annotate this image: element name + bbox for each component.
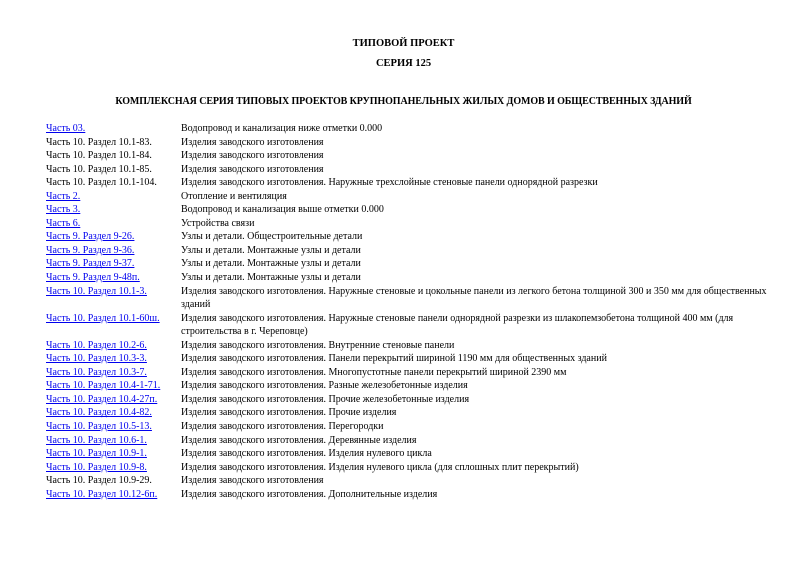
part-description: Изделия заводского изготовления. Деревянные изделия	[181, 434, 417, 446]
list-item	[46, 352, 776, 366]
list-item	[46, 149, 776, 163]
part-description: Изделия заводского изготовления. Изделия нулевого цикла (для сплошных плит перекрытий)	[181, 461, 579, 473]
list-item	[46, 420, 776, 434]
list-item	[46, 434, 776, 448]
list-item	[46, 474, 776, 488]
part-description: Изделия заводского изготовления	[181, 150, 324, 162]
part-link[interactable]: Часть 10. Раздел 10.5-13.	[46, 421, 152, 433]
part-link[interactable]: Часть 10. Раздел 10.12-6п.	[46, 488, 158, 500]
part-link[interactable]: Часть 03.	[46, 123, 86, 134]
list-item	[46, 379, 776, 393]
part-description: Изделия заводского изготовления. Внутренние стеновые панели	[181, 339, 455, 351]
parts-list	[46, 122, 776, 501]
part-description: Изделия заводского изготовления	[181, 475, 324, 487]
part-link[interactable]: Часть 10. Раздел 10.1-60ш.	[46, 312, 160, 324]
part-link[interactable]: Часть 6.	[46, 217, 81, 229]
part-description: Изделия заводского изготовления. Дополнительные изделия	[181, 488, 438, 500]
part-description: Изделия заводского изготовления. Наружные стеновые и цокольные панели из легкого бетона толщиной 300 и 350 мм для общественных зданий	[181, 285, 767, 311]
part-link[interactable]: Часть 10. Раздел 10.4-1-71.	[46, 380, 161, 392]
part-description: Изделия заводского изготовления	[181, 136, 324, 148]
part-description: Узлы и детали. Монтажные узлы и детали	[181, 258, 361, 270]
list-item	[46, 203, 776, 217]
part-description: Изделия заводского изготовления. Панели перекрытий шириной 1190 мм для общественных зданий	[181, 353, 607, 365]
part-link[interactable]: Часть 3.	[46, 204, 81, 216]
list-item	[46, 230, 776, 244]
list-item	[46, 447, 776, 461]
list-item	[46, 312, 776, 339]
part-link[interactable]: Часть 10. Раздел 10.6-1.	[46, 434, 147, 446]
part-description: Изделия заводского изготовления. Изделия нулевого цикла	[181, 448, 432, 460]
list-item	[46, 257, 776, 271]
part-code: Часть 10. Раздел 10.1-83.	[46, 136, 152, 148]
part-description: Узлы и детали. Монтажные узлы и детали	[181, 244, 361, 256]
part-link[interactable]: Часть 10. Раздел 10.9-8.	[46, 461, 147, 473]
list-item	[46, 271, 776, 285]
part-description: Устройства связи	[181, 217, 255, 229]
part-description: Отопление и вентиляция	[181, 190, 287, 202]
part-link[interactable]: Часть 10. Раздел 10.4-27п.	[46, 393, 158, 405]
part-link[interactable]: Часть 9. Раздел 9-48п.	[46, 272, 140, 284]
part-code: Часть 10. Раздел 10.1-85.	[46, 163, 152, 175]
document-heading-type: ТИПОВОЙ ПРОЕКТ	[352, 38, 455, 49]
list-item	[46, 244, 776, 258]
list-item	[46, 366, 776, 380]
part-code: Часть 10. Раздел 10.1-104.	[46, 177, 157, 189]
list-item	[46, 406, 776, 420]
list-item	[46, 461, 776, 475]
part-description: Водопровод и канализация ниже отметки 0.000	[181, 123, 383, 134]
part-code: Часть 10. Раздел 10.1-84.	[46, 150, 152, 162]
part-description: Изделия заводского изготовления. Многопустотные панели перекрытий шириной 2390 мм	[181, 366, 567, 378]
list-item	[46, 163, 776, 177]
part-description: Узлы и детали. Монтажные узлы и детали	[181, 272, 361, 284]
list-item	[46, 339, 776, 353]
part-link[interactable]: Часть 10. Раздел 10.1-3.	[46, 285, 147, 297]
part-description: Узлы и детали. Общестроительные детали	[181, 231, 363, 243]
document-heading-title: КОМПЛЕКСНАЯ СЕРИЯ ТИПОВЫХ ПРОЕКТОВ КРУПНОПАНЕЛЬНЫХ ЖИЛЫХ ДОМОВ И ОБЩЕСТВЕННЫХ ЗДАНИЙ	[115, 96, 692, 107]
part-description: Изделия заводского изготовления	[181, 163, 324, 175]
part-link[interactable]: Часть 10. Раздел 10.4-82.	[46, 407, 152, 419]
list-item	[46, 393, 776, 407]
part-link[interactable]: Часть 9. Раздел 9-26.	[46, 231, 135, 243]
part-description: Изделия заводского изготовления. Разные железобетонные изделия	[181, 380, 468, 392]
list-item	[46, 217, 776, 231]
list-item	[46, 176, 776, 190]
part-description: Изделия заводского изготовления. Прочие изделия	[181, 407, 397, 419]
list-item	[46, 285, 776, 312]
part-description: Изделия заводского изготовления. Наружные стеновые панели однорядной разрезки из шлакопемзобетона толщиной 400 мм (для строительства в г. Череповце)	[181, 312, 734, 338]
part-link[interactable]: Часть 10. Раздел 10.3-7.	[46, 366, 147, 378]
part-link[interactable]: Часть 9. Раздел 9-36.	[46, 244, 135, 256]
part-description: Изделия заводского изготовления. Прочие железобетонные изделия	[181, 393, 470, 405]
document-heading-series: СЕРИЯ 125	[375, 58, 432, 69]
part-code: Часть 10. Раздел 10.9-29.	[46, 475, 152, 487]
part-link[interactable]: Часть 10. Раздел 10.3-3.	[46, 353, 147, 365]
part-description: Изделия заводского изготовления. Наружные трехслойные стеновые панели однорядной разрезки	[181, 177, 598, 189]
part-link[interactable]: Часть 2.	[46, 190, 81, 202]
list-item	[46, 122, 776, 136]
part-description: Изделия заводского изготовления. Перегородки	[181, 421, 384, 433]
part-link[interactable]: Часть 10. Раздел 10.2-6.	[46, 339, 147, 351]
part-link[interactable]: Часть 9. Раздел 9-37.	[46, 258, 135, 270]
part-description: Водопровод и канализация выше отметки 0.000	[181, 204, 384, 216]
list-item	[46, 136, 776, 150]
part-link[interactable]: Часть 10. Раздел 10.9-1.	[46, 448, 147, 460]
list-item	[46, 190, 776, 204]
list-item	[46, 488, 776, 502]
